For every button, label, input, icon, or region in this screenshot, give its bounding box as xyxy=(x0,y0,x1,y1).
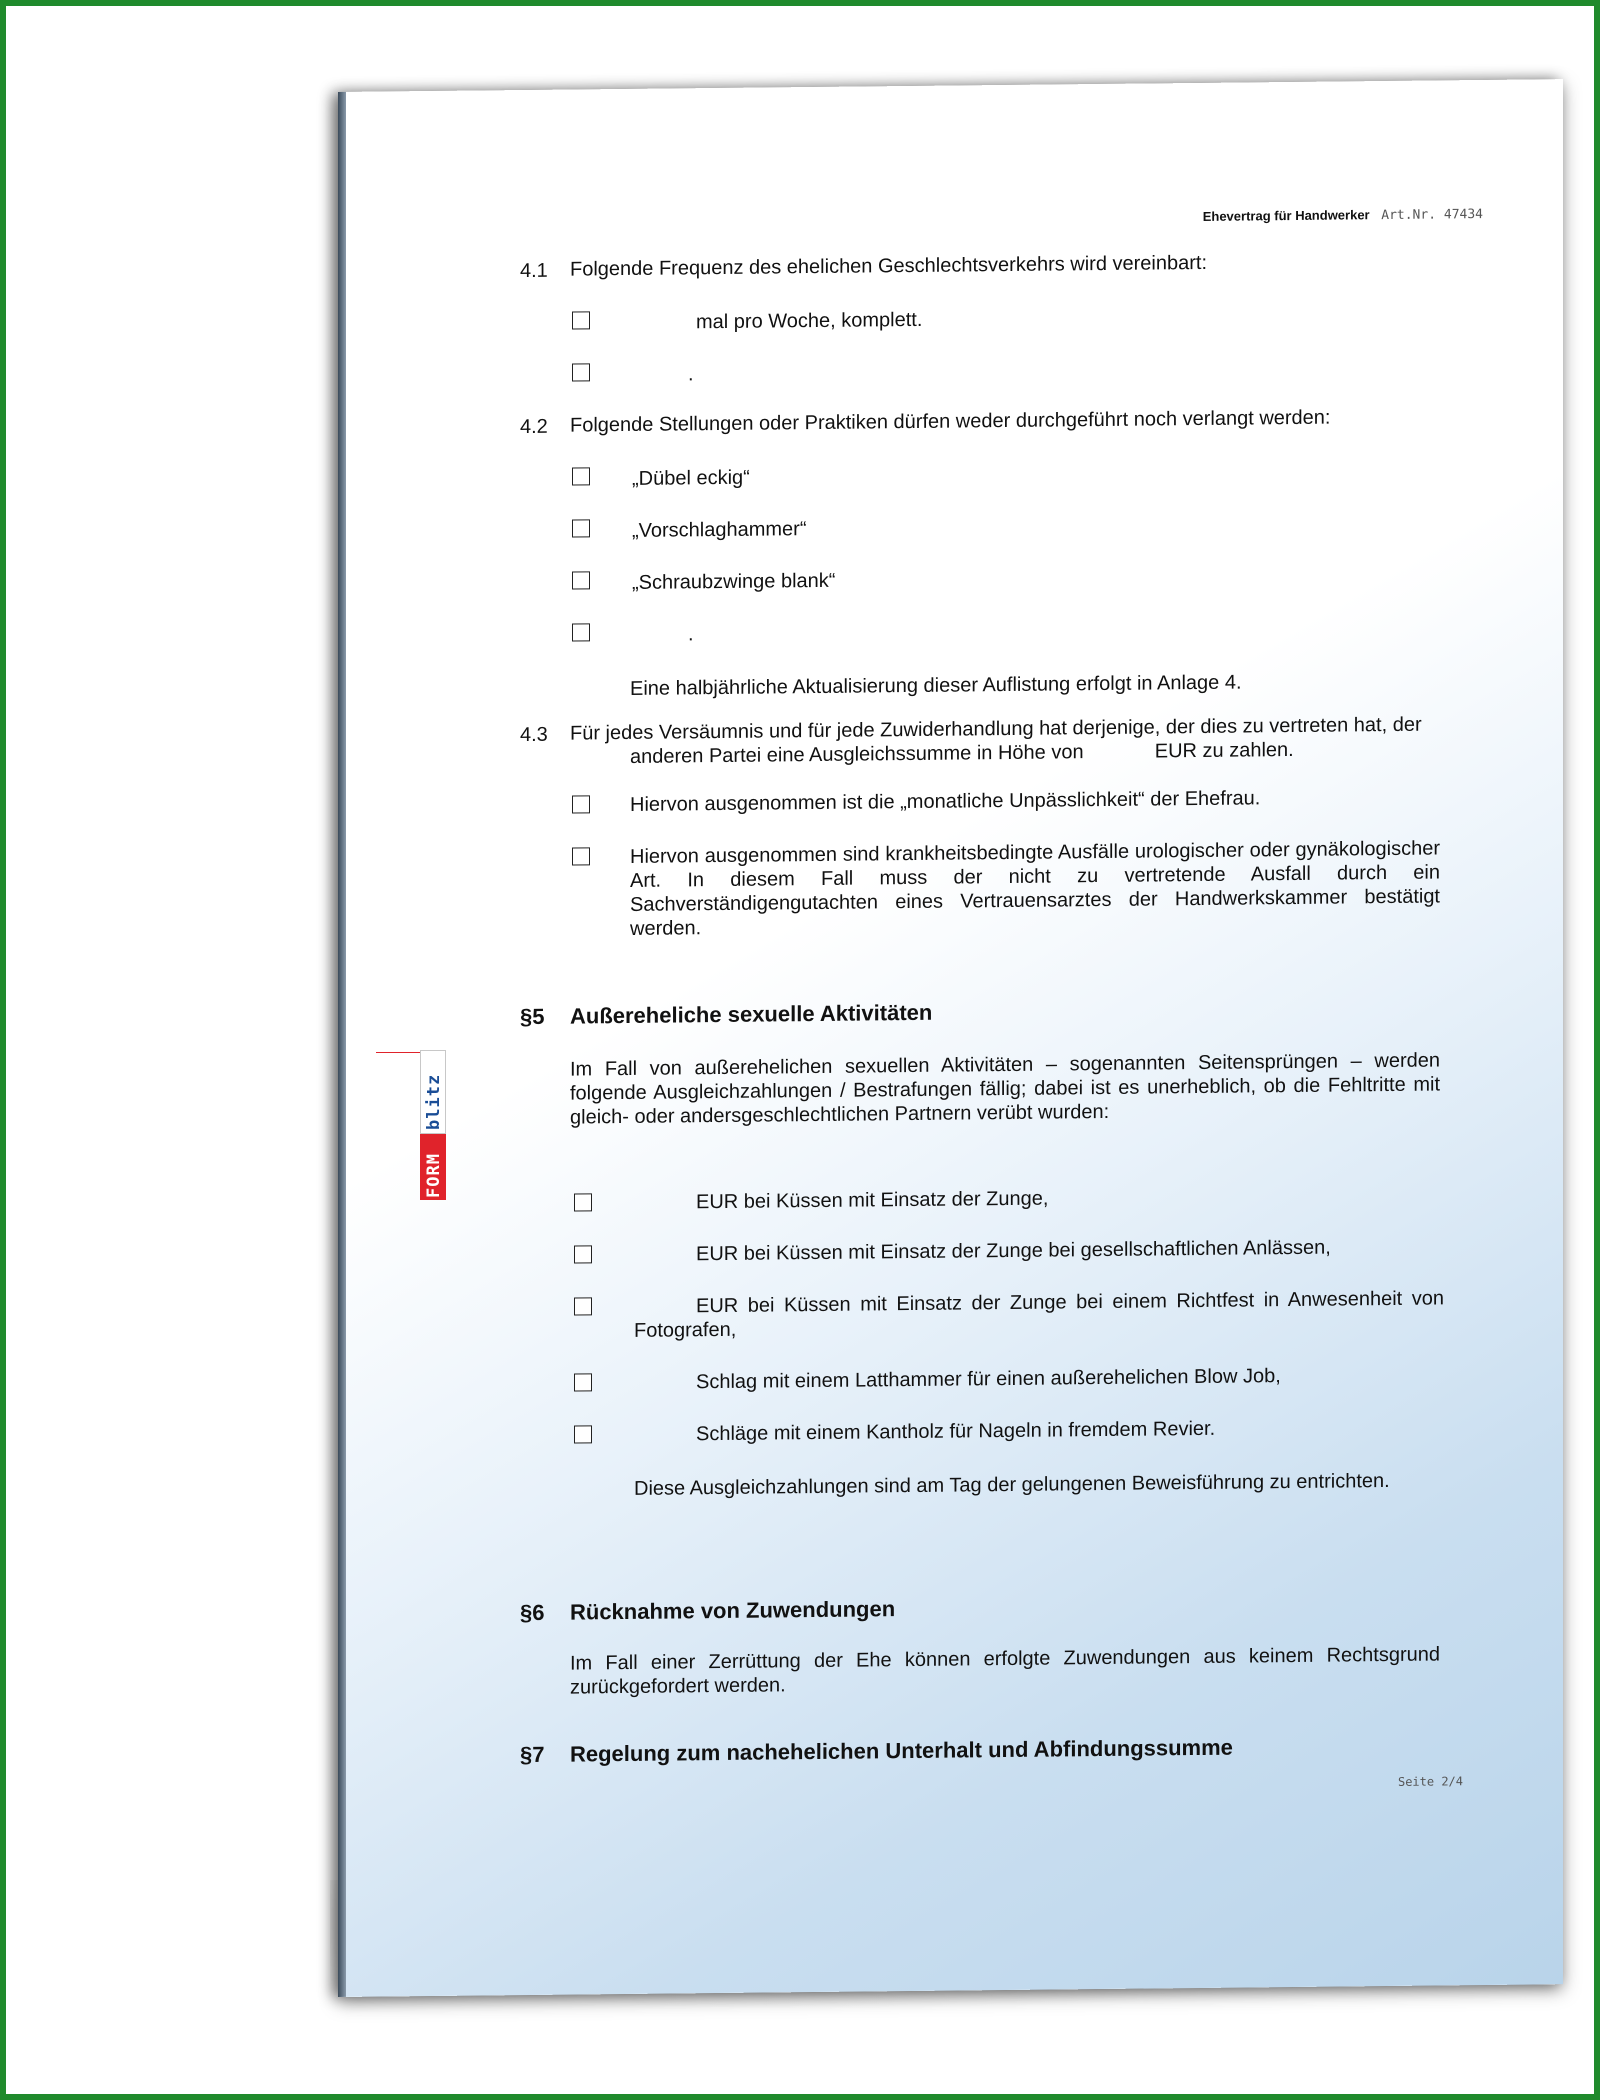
clause-text-4-1: Folgende Frequenz des ehelichen Geschlechtsverkehrs wird vereinbart: xyxy=(570,251,1208,281)
option-5-a: EUR bei Küssen mit Einsatz der Zunge, xyxy=(696,1187,1049,1214)
section-6-title: Rücknahme von Zuwendungen xyxy=(570,1596,896,1625)
formblitz-logo xyxy=(420,1050,446,1200)
section-5-intro: Im Fall von außerehelichen sexuellen Aktivitäten – sogenannten Seitensprüngen – werden folgende Ausgleichzahlungen / Bestrafungen fällig; dabei ist es unerheblich, ob die Fehltritte mit gleich- oder andersgeschlechtlichen Partnern verübt wurden: xyxy=(570,1049,1440,1129)
checkbox-4-2-a[interactable] xyxy=(572,467,590,485)
header-article-number: Art.Nr. 47434 xyxy=(1381,207,1483,224)
checkbox-4-2-d[interactable] xyxy=(572,623,590,641)
option-5-e: Schläge mit einem Kantholz für Nageln in fremdem Revier. xyxy=(696,1417,1216,1446)
option-4-2-d: . xyxy=(688,623,694,646)
section-7-number: §7 xyxy=(520,1741,545,1768)
option-5-b: EUR bei Küssen mit Einsatz der Zunge bei gesellschaftlichen Anlässen, xyxy=(696,1236,1331,1266)
clause-note-4-2: Eine halbjährliche Aktualisierung dieser Auflistung erfolgt in Anlage 4. xyxy=(630,671,1242,700)
section-7-title: Regelung zum nachehelichen Unterhalt und Abfindungssumme xyxy=(570,1734,1233,1767)
section-5-number: §5 xyxy=(520,1003,545,1030)
section-5-note: Diese Ausgleichzahlungen sind am Tag der gelungenen Beweisführung zu entrichten. xyxy=(634,1469,1390,1500)
section-6-number: §6 xyxy=(520,1599,545,1626)
option-5-c: EUR bei Küssen mit Einsatz der Zunge bei einem Richtfest in Anwesenheit von Fotografen, xyxy=(634,1287,1444,1342)
clause-text-4-3-amount-suffix: EUR zu zahlen. xyxy=(1154,738,1294,763)
checkbox-5-c[interactable] xyxy=(574,1297,592,1315)
option-4-2-b: „Vorschlaghammer“ xyxy=(632,518,807,542)
logo-text-form: FORM xyxy=(424,1153,444,1198)
clause-text-4-3-amount-prefix: anderen Partei eine Ausgleichssumme in Höhe von xyxy=(630,741,1084,768)
section-5-title: Außereheliche sexuelle Aktivitäten xyxy=(570,999,933,1029)
checkbox-5-d[interactable] xyxy=(574,1373,592,1391)
checkbox-4-3-b[interactable] xyxy=(572,847,590,865)
checkbox-4-1-a[interactable] xyxy=(572,311,590,329)
page-footer: Seite 2/4 xyxy=(1397,1774,1463,1789)
page-edge xyxy=(338,92,346,1997)
checkbox-4-1-b[interactable] xyxy=(572,363,590,381)
clause-number-4-3: 4.3 xyxy=(520,723,548,747)
checkbox-4-3-a[interactable] xyxy=(572,795,590,813)
option-4-1-b: . xyxy=(688,363,694,386)
checkbox-5-e[interactable] xyxy=(574,1425,592,1443)
logo-text-blitz: blitz xyxy=(424,1073,444,1130)
option-4-2-a: „Dübel eckig“ xyxy=(632,466,750,490)
amount-blank xyxy=(1089,758,1149,759)
option-5-d: Schlag mit einem Latthammer für einen außerehelichen Blow Job, xyxy=(696,1365,1281,1394)
header-title: Ehevertrag für Handwerker xyxy=(1202,207,1370,224)
checkbox-5-a[interactable] xyxy=(574,1193,592,1211)
option-4-3-a: Hiervon ausgenommen ist die „monatliche Unpässlichkeit“ der Ehefrau. xyxy=(630,787,1261,816)
checkbox-5-b[interactable] xyxy=(574,1245,592,1263)
clause-number-4-2: 4.2 xyxy=(520,415,548,439)
clause-text-4-3-line1: Für jedes Versäumnis und für jede Zuwiderhandlung hat derjenige, der dies zu vertreten hat, der xyxy=(570,713,1422,745)
section-6-text: Im Fall einer Zerrüttung der Ehe können erfolgte Zuwendungen aus keinem Rechtsgrund zurückgefordert werden. xyxy=(570,1643,1440,1699)
option-4-1-a: mal pro Woche, komplett. xyxy=(696,308,923,334)
document-page xyxy=(338,79,1563,1997)
checkbox-4-2-c[interactable] xyxy=(572,571,590,589)
clause-text-4-2: Folgende Stellungen oder Praktiken dürfen weder durchgeführt noch verlangt werden: xyxy=(570,406,1331,437)
option-4-3-b: Hiervon ausgenommen sind krankheitsbedingte Ausfälle urologischer oder gynäkologischer Art. In diesem Fall muss der nicht zu vertretende Ausfall durch ein Sachverständigengutachten eines Vertrauensarztes der Handwerkskammer bestätigt werden. xyxy=(630,837,1440,940)
clause-number-4-1: 4.1 xyxy=(520,259,548,283)
option-4-2-c: „Schraubzwinge blank“ xyxy=(632,569,836,594)
page-header xyxy=(1203,206,1483,225)
checkbox-4-2-b[interactable] xyxy=(572,519,590,537)
